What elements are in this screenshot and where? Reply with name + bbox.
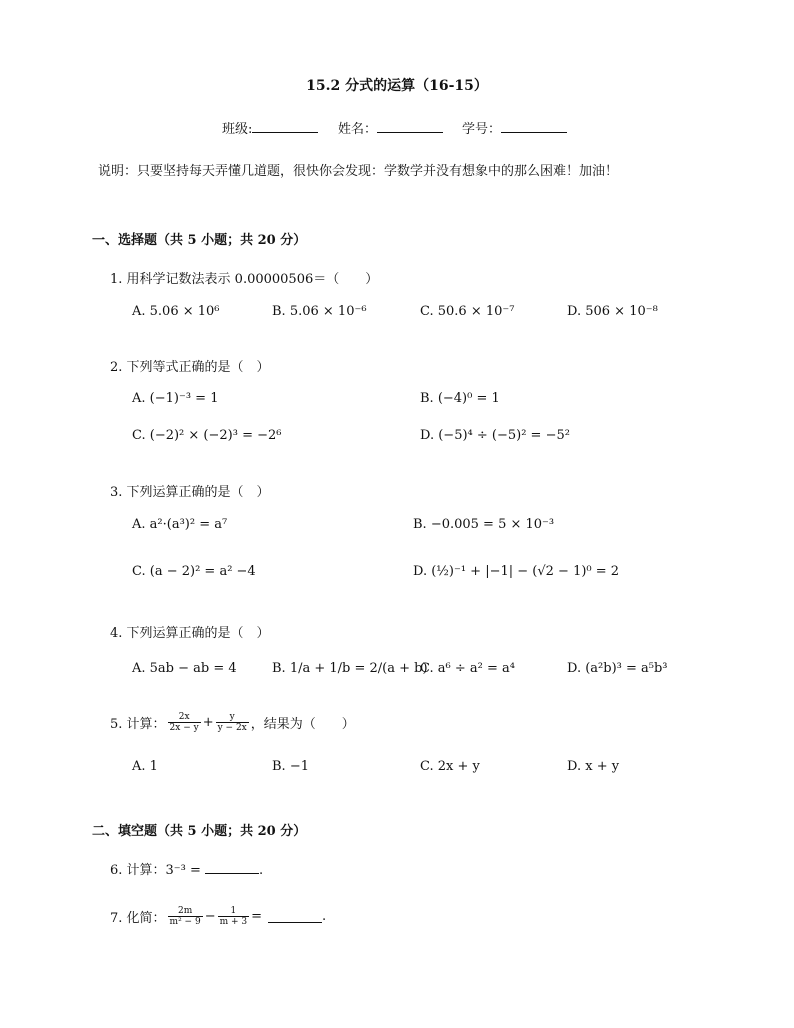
question-7-fraction-1 (168, 906, 203, 927)
question-3-option-d: D. (½)⁻¹ + |−1| − (√2 − 1)⁰ = 2 (413, 564, 620, 579)
question-1-option-c: C. 50.6 × 10⁻⁷ (420, 304, 515, 319)
instruction-note: 说明：只要坚持每天弄懂几道题，很快你会发现：学数学并没有想象中的那么困难！加油！ (98, 164, 619, 179)
number-blank (501, 120, 567, 133)
question-1-option-d: D. 506 × 10⁻⁸ (567, 304, 658, 319)
class-label: 班级: (222, 122, 253, 137)
fraction-1-numerator: 2x (178, 712, 190, 722)
question-5-option-c: C. 2x + y (420, 759, 480, 774)
number-label: 学号： (462, 122, 502, 137)
question-4-option-c: C. a⁶ ÷ a² = a⁴ (420, 661, 515, 676)
question-3-option-b: B. −0.005 = 5 × 10⁻³ (413, 517, 555, 532)
question-6 (110, 859, 263, 878)
question-5-option-a: A. 1 (132, 759, 158, 774)
question-5-prefix: 5. 计算： (110, 717, 166, 732)
question-7-answer-blank[interactable] (268, 910, 322, 923)
fraction-2-numerator: y (229, 712, 235, 722)
question-7-fraction-2 (218, 906, 250, 927)
question-2-option-d: D. (−5)⁴ ÷ (−5)² = −5² (420, 428, 570, 443)
section-1-heading: 一、选择题（共 5 小题；共 20 分） (92, 233, 307, 248)
question-2-stem: 2. 下列等式正确的是（ ） (110, 360, 270, 375)
plus-sign: + (202, 715, 214, 730)
q7-fraction-1-numerator: 2m (177, 906, 193, 916)
name-blank (377, 120, 443, 133)
q7-fraction-2-denominator: m + 3 (219, 917, 248, 927)
question-1-option-a: A. 5.06 × 10⁶ (132, 304, 220, 319)
question-4-option-d: D. (a²b)³ = a⁵b³ (567, 661, 668, 676)
question-4-stem: 4. 下列运算正确的是（ ） (110, 626, 270, 641)
q7-fraction-2-numerator: 1 (230, 906, 237, 916)
question-5-suffix: ，结果为（ ） (250, 717, 355, 732)
class-blank (252, 120, 318, 133)
question-3-option-a: A. a²·(a³)² = a⁷ (132, 517, 228, 532)
question-7-prefix: 7. 化简： (110, 911, 166, 926)
question-2-option-a: A. (−1)⁻³ = 1 (132, 391, 219, 406)
question-5-option-d: D. x + y (567, 759, 620, 774)
question-6-answer-blank[interactable] (205, 861, 259, 874)
question-5-option-b: B. −1 (272, 759, 309, 774)
name-label: 姓名： (338, 122, 378, 137)
equals-sign: = (251, 909, 263, 924)
question-7-suffix: . (322, 909, 327, 924)
question-3-option-c: C. (a − 2)² = a² −4 (132, 564, 256, 579)
fraction-2-denominator: y − 2x (217, 723, 247, 733)
question-6-prefix: 6. 计算：3⁻³ = (110, 863, 201, 878)
minus-sign: − (204, 909, 216, 924)
question-4-option-a: A. 5ab − ab = 4 (132, 661, 237, 676)
class-field (222, 118, 318, 137)
question-2-option-c: C. (−2)² × (−2)³ = −2⁶ (132, 428, 282, 443)
question-1-stem: 1. 用科学记数法表示 0.00000506＝（ ） (110, 272, 379, 287)
question-4-option-b: B. 1/a + 1/b = 2/(a + b) (272, 661, 428, 676)
q7-fraction-1-denominator: m² − 9 (169, 917, 201, 927)
question-1-option-b: B. 5.06 × 10⁻⁶ (272, 304, 367, 319)
name-field (338, 118, 443, 137)
question-5-fraction-1 (168, 712, 201, 733)
number-field (462, 118, 567, 137)
question-2-option-b: B. (−4)⁰ = 1 (420, 391, 500, 406)
fraction-1-denominator: 2x − y (169, 723, 199, 733)
page-title: 15.2 分式的运算（16-15） (306, 78, 488, 94)
question-3-stem: 3. 下列运算正确的是（ ） (110, 485, 270, 500)
question-5-stem (110, 712, 355, 733)
question-7 (110, 906, 326, 927)
question-5-fraction-2 (216, 712, 249, 733)
question-6-suffix: . (259, 863, 264, 878)
section-2-heading: 二、填空题（共 5 小题；共 20 分） (92, 824, 307, 839)
